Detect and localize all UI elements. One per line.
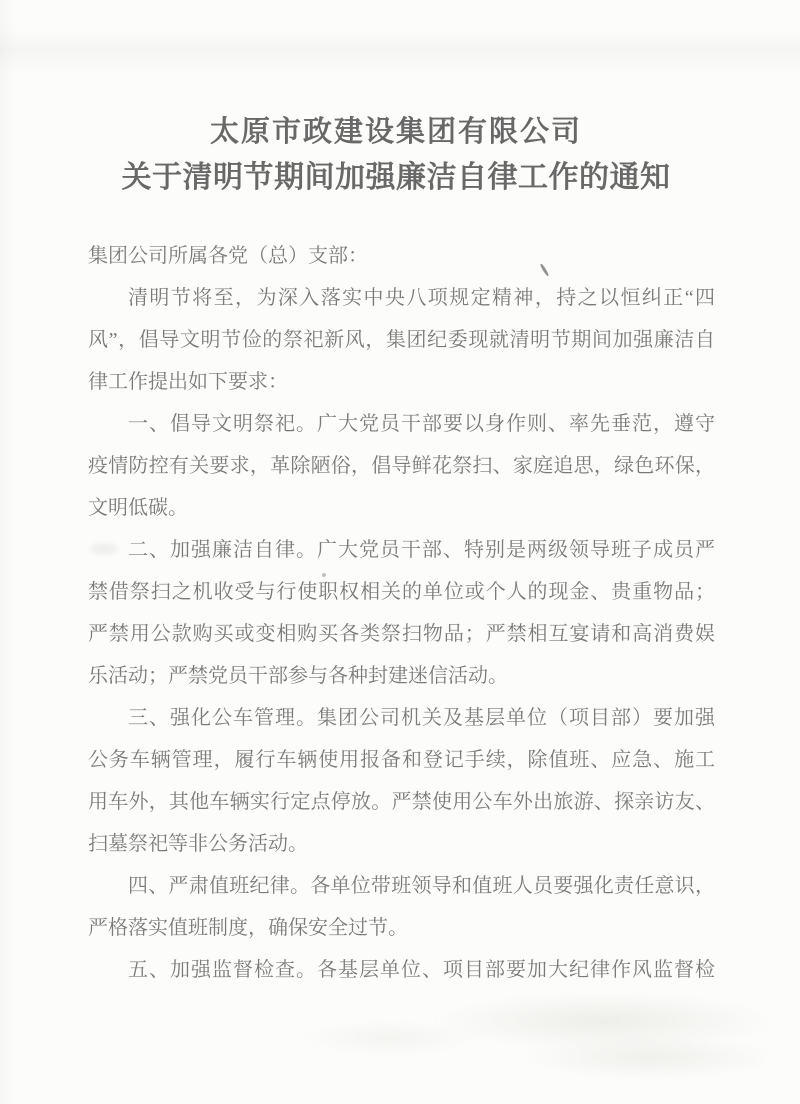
text-line: 用车外，其他车辆实行定点停放。严禁使用公车外出旅游、探亲访友、 xyxy=(88,791,715,813)
document-body xyxy=(88,235,715,991)
text-line: 公务车辆管理，履行车辆使用报备和登记手续，除值班、应急、施工 xyxy=(88,749,715,771)
text-line: 五、加强监督检查。各基层单位、项目部要加大纪律作风监督检 xyxy=(128,959,715,981)
text-line: 严禁用公款购买或变相购买各类祭扫物品；严禁相互宴请和高消费娱 xyxy=(88,623,715,645)
text-line: 四、严肃值班纪律。各单位带班领导和值班人员要强化责任意识， xyxy=(128,875,715,897)
salutation-line: 集团公司所属各党（总）支部： xyxy=(88,245,368,267)
ink-bleed-through-ghost xyxy=(430,992,780,1050)
text-line: 二、加强廉洁自律。广大党员干部、特别是两级领导班子成员严 xyxy=(128,539,715,561)
text-line: 文明低碳。 xyxy=(88,497,188,519)
ink-bleed-through-ghost xyxy=(520,1035,780,1079)
text-line: 扫墓祭祀等非公务活动。 xyxy=(88,833,308,855)
text-line: 疫情防控有关要求，革除陋俗，倡导鲜花祭扫、家庭追思，绿色环保， xyxy=(88,455,715,477)
paragraph-container xyxy=(88,277,715,991)
text-line: 清明节将至，为深入落实中央八项规定精神，持之以恒纠正“四 xyxy=(128,287,715,309)
scan-shading-band xyxy=(0,30,800,74)
text-line: 律工作提出如下要求： xyxy=(88,371,288,393)
text-line: 严格落实值班制度，确保安全过节。 xyxy=(88,917,408,939)
text-line: 三、强化公车管理。集团公司机关及基层单位（项目部）要加强 xyxy=(128,707,715,729)
text-line: 风”，倡导文明节俭的祭祀新风，集团纪委现就清明节期间加强廉洁自 xyxy=(88,329,715,351)
text-line: 禁借祭扫之机收受与行使职权相关的单位或个人的现金、贵重物品； xyxy=(88,581,715,603)
notice-title: 关于清明节期间加强廉洁自律工作的通知 xyxy=(121,161,671,194)
ink-bleed-through-ghost xyxy=(300,1020,480,1056)
text-line: 乐活动；严禁党员干部参与各种封建迷信活动。 xyxy=(88,665,508,687)
company-name-title: 太原市政建设集团有限公司 xyxy=(209,116,582,148)
text-line: 一、倡导文明祭祀。广大党员干部要以身作则、率先垂范，遵守 xyxy=(128,413,715,435)
document-title-block xyxy=(0,111,792,201)
